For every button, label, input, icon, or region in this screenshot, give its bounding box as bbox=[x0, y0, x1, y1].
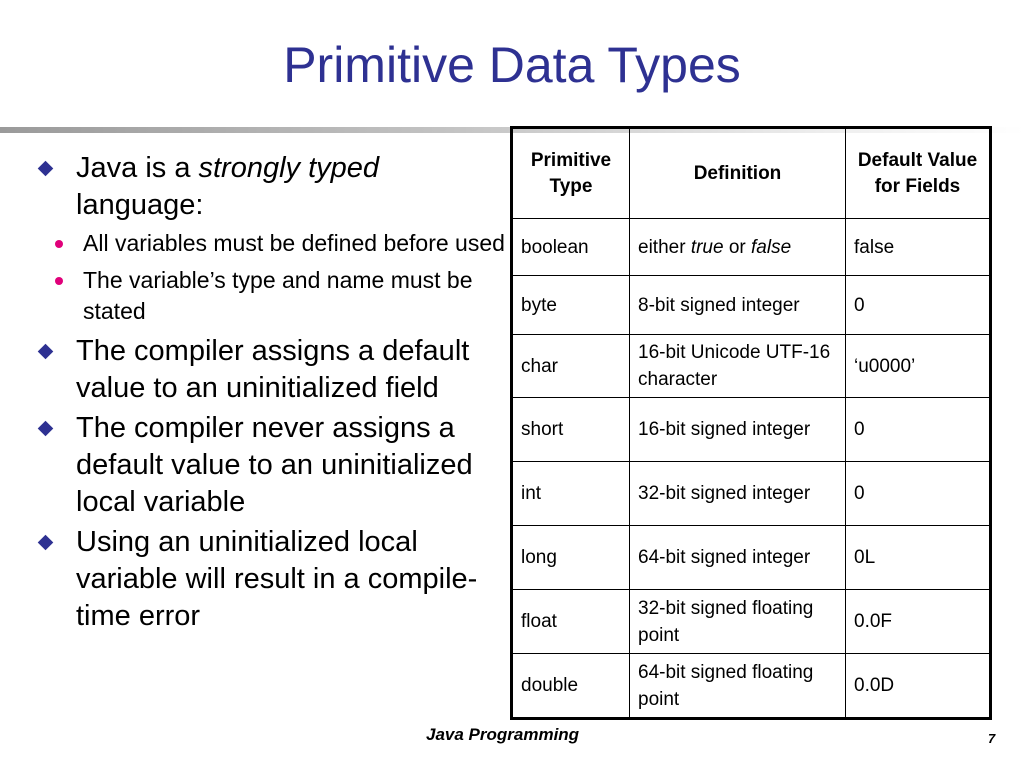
slide-footer: Java Programming bbox=[426, 725, 580, 744]
table-row bbox=[512, 590, 991, 654]
page-number: 7 bbox=[988, 731, 996, 746]
bullet-text: The compiler assigns a default value to an uninitialized field bbox=[76, 335, 470, 404]
table-row bbox=[512, 654, 991, 719]
bullet-emphasis: strongly typed bbox=[198, 152, 380, 184]
slide-title: Primitive Data Types bbox=[283, 37, 741, 93]
table-row bbox=[512, 526, 991, 590]
primitive-types-table bbox=[510, 126, 992, 720]
type-cell: int bbox=[512, 462, 630, 526]
type-cell: char bbox=[512, 335, 630, 398]
bullet-item bbox=[36, 524, 506, 635]
definition-cell: 32-bit signed floating point bbox=[630, 590, 846, 654]
definition-cell: 64-bit signed integer bbox=[630, 526, 846, 590]
type-cell: long bbox=[512, 526, 630, 590]
bullet-item bbox=[36, 410, 506, 521]
type-cell: float bbox=[512, 590, 630, 654]
definition-text: or bbox=[723, 236, 752, 258]
definition-text: either bbox=[638, 236, 691, 258]
header-definition: Definition bbox=[630, 128, 846, 219]
definition-emphasis: false bbox=[751, 236, 792, 258]
default-cell: ‘u0000’ bbox=[846, 335, 991, 398]
definition-cell: 8-bit signed integer bbox=[630, 276, 846, 335]
bullet-text: Using an uninitialized local variable will result in a compile-time error bbox=[76, 526, 478, 632]
bullet-item bbox=[36, 150, 506, 224]
diamond-bullet-icon bbox=[38, 535, 54, 551]
definition-cell: 64-bit signed floating point bbox=[630, 654, 846, 719]
diamond-bullet-icon bbox=[38, 161, 54, 177]
definition-cell: 16-bit signed integer bbox=[630, 398, 846, 462]
table-row bbox=[512, 219, 991, 276]
definition-emphasis: true bbox=[690, 236, 724, 258]
definition-cell bbox=[630, 219, 846, 276]
default-cell: 0 bbox=[846, 462, 991, 526]
table-header-row bbox=[512, 128, 991, 219]
type-cell: boolean bbox=[512, 219, 630, 276]
header-default-value: Default Value for Fields bbox=[846, 128, 991, 219]
bullet-text: language: bbox=[76, 189, 204, 221]
default-cell: 0 bbox=[846, 276, 991, 335]
dot-bullet-icon bbox=[55, 277, 63, 285]
default-cell: 0 bbox=[846, 398, 991, 462]
header-primitive-type: Primitive Type bbox=[512, 128, 630, 219]
bullet-text: Java is a bbox=[76, 152, 199, 184]
table-row bbox=[512, 276, 991, 335]
bullet-text: The compiler never assigns a default value to an uninitialized local variable bbox=[76, 412, 473, 518]
sub-bullet-item bbox=[36, 228, 506, 259]
type-cell: double bbox=[512, 654, 630, 719]
table-row bbox=[512, 398, 991, 462]
diamond-bullet-icon bbox=[38, 344, 54, 360]
definition-cell: 16-bit Unicode UTF-16 character bbox=[630, 335, 846, 398]
default-cell: 0L bbox=[846, 526, 991, 590]
default-cell: false bbox=[846, 219, 991, 276]
type-cell: byte bbox=[512, 276, 630, 335]
table-row bbox=[512, 462, 991, 526]
bullet-list bbox=[36, 150, 506, 638]
bullet-item bbox=[36, 333, 506, 407]
sub-bullet-text: The variable’s type and name must be stated bbox=[83, 267, 473, 324]
table-row bbox=[512, 335, 991, 398]
definition-cell: 32-bit signed integer bbox=[630, 462, 846, 526]
default-cell: 0.0F bbox=[846, 590, 991, 654]
dot-bullet-icon bbox=[55, 240, 63, 248]
diamond-bullet-icon bbox=[38, 421, 54, 437]
sub-bullet-item bbox=[36, 265, 506, 327]
type-cell: short bbox=[512, 398, 630, 462]
default-cell: 0.0D bbox=[846, 654, 991, 719]
sub-bullet-text: All variables must be defined before used bbox=[83, 230, 505, 256]
